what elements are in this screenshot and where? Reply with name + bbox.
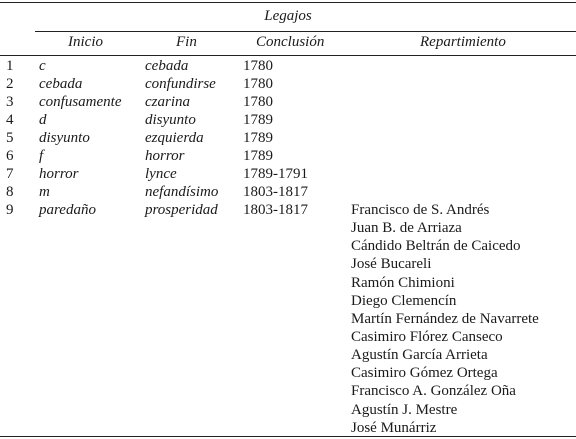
table-row: [0, 183, 576, 201]
row-conclusion: 1780: [243, 94, 273, 110]
repartimiento-name: Agustín J. Mestre: [351, 401, 458, 418]
row-number: 7: [6, 166, 14, 182]
row-inicio: m: [39, 184, 50, 200]
repartimiento-name: José Munárriz: [351, 419, 437, 436]
group-title-legajos: Legajos: [264, 8, 312, 24]
row-number: 6: [6, 148, 14, 164]
row-fin: nefandísimo: [145, 184, 219, 200]
row-fin: czarina: [145, 94, 190, 110]
table-row: [0, 111, 576, 129]
row-inicio: paredaño: [39, 202, 96, 218]
repartimiento-name: Francisco A. González Oña: [351, 383, 516, 400]
repartimiento-list: [351, 201, 539, 437]
row-fin: disyunto: [145, 112, 196, 128]
table-row: [0, 93, 576, 111]
header-inicio: Inicio: [68, 34, 103, 50]
row-conclusion: 1780: [243, 58, 273, 74]
row-inicio: cebada: [39, 76, 83, 92]
row-fin: horror: [145, 148, 185, 164]
header-repartimiento: Repartimiento: [420, 34, 506, 50]
table-bottom-rule: [0, 436, 576, 437]
row-fin: prosperidad: [145, 202, 218, 218]
table-row: [0, 165, 576, 183]
row-number: 4: [6, 112, 14, 128]
row-number: 5: [6, 130, 14, 146]
header-conclusion: Conclusión: [256, 34, 325, 50]
row-number: 2: [6, 76, 14, 92]
row-inicio: d: [39, 112, 47, 128]
row-inicio: f: [39, 148, 44, 164]
row-inicio: confusamente: [39, 94, 122, 110]
repartimiento-name: Agustín García Arrieta: [351, 347, 488, 364]
row-inicio: horror: [39, 166, 79, 182]
header-rule: [0, 55, 576, 56]
row-fin: cebada: [145, 58, 189, 74]
row-number: 1: [6, 58, 14, 74]
row-fin: ezquierda: [145, 130, 204, 146]
row-fin: confundirse: [145, 76, 216, 92]
table-top-rule: [0, 2, 576, 3]
header-fin: Fin: [176, 34, 197, 50]
row-conclusion: 1789: [243, 130, 273, 146]
row-conclusion: 1789-1791: [243, 166, 308, 182]
group-rule: [35, 31, 576, 32]
row-inicio: disyunto: [39, 130, 90, 146]
table-row: [0, 57, 576, 75]
row-number: 3: [6, 94, 14, 110]
table-row: [0, 147, 576, 165]
row-number: 8: [6, 184, 14, 200]
row-conclusion: 1789: [243, 148, 273, 164]
repartimiento-name: Casimiro Gómez Ortega: [351, 365, 498, 382]
repartimiento-name: Martín Fernández de Navarrete: [351, 310, 539, 327]
row-conclusion: 1789: [243, 112, 273, 128]
repartimiento-name: Casimiro Flórez Canseco: [351, 328, 503, 345]
row-conclusion: 1803-1817: [243, 184, 308, 200]
row-inicio: c: [39, 58, 46, 74]
repartimiento-name: Cándido Beltrán de Caicedo: [351, 238, 521, 255]
repartimiento-name: José Bucareli: [351, 256, 432, 273]
table-row: [0, 75, 576, 93]
table-row: [0, 129, 576, 147]
row-conclusion: 1780: [243, 76, 273, 92]
repartimiento-name: Diego Clemencín: [351, 292, 457, 309]
repartimiento-name: Ramón Chimioni: [351, 274, 455, 291]
row-conclusion: 1803-1817: [243, 202, 308, 218]
row-number: 9: [6, 202, 14, 218]
row-fin: lynce: [145, 166, 177, 182]
repartimiento-name: Francisco de S. Andrés: [351, 202, 490, 218]
repartimiento-name: Juan B. de Arriaza: [351, 220, 462, 237]
